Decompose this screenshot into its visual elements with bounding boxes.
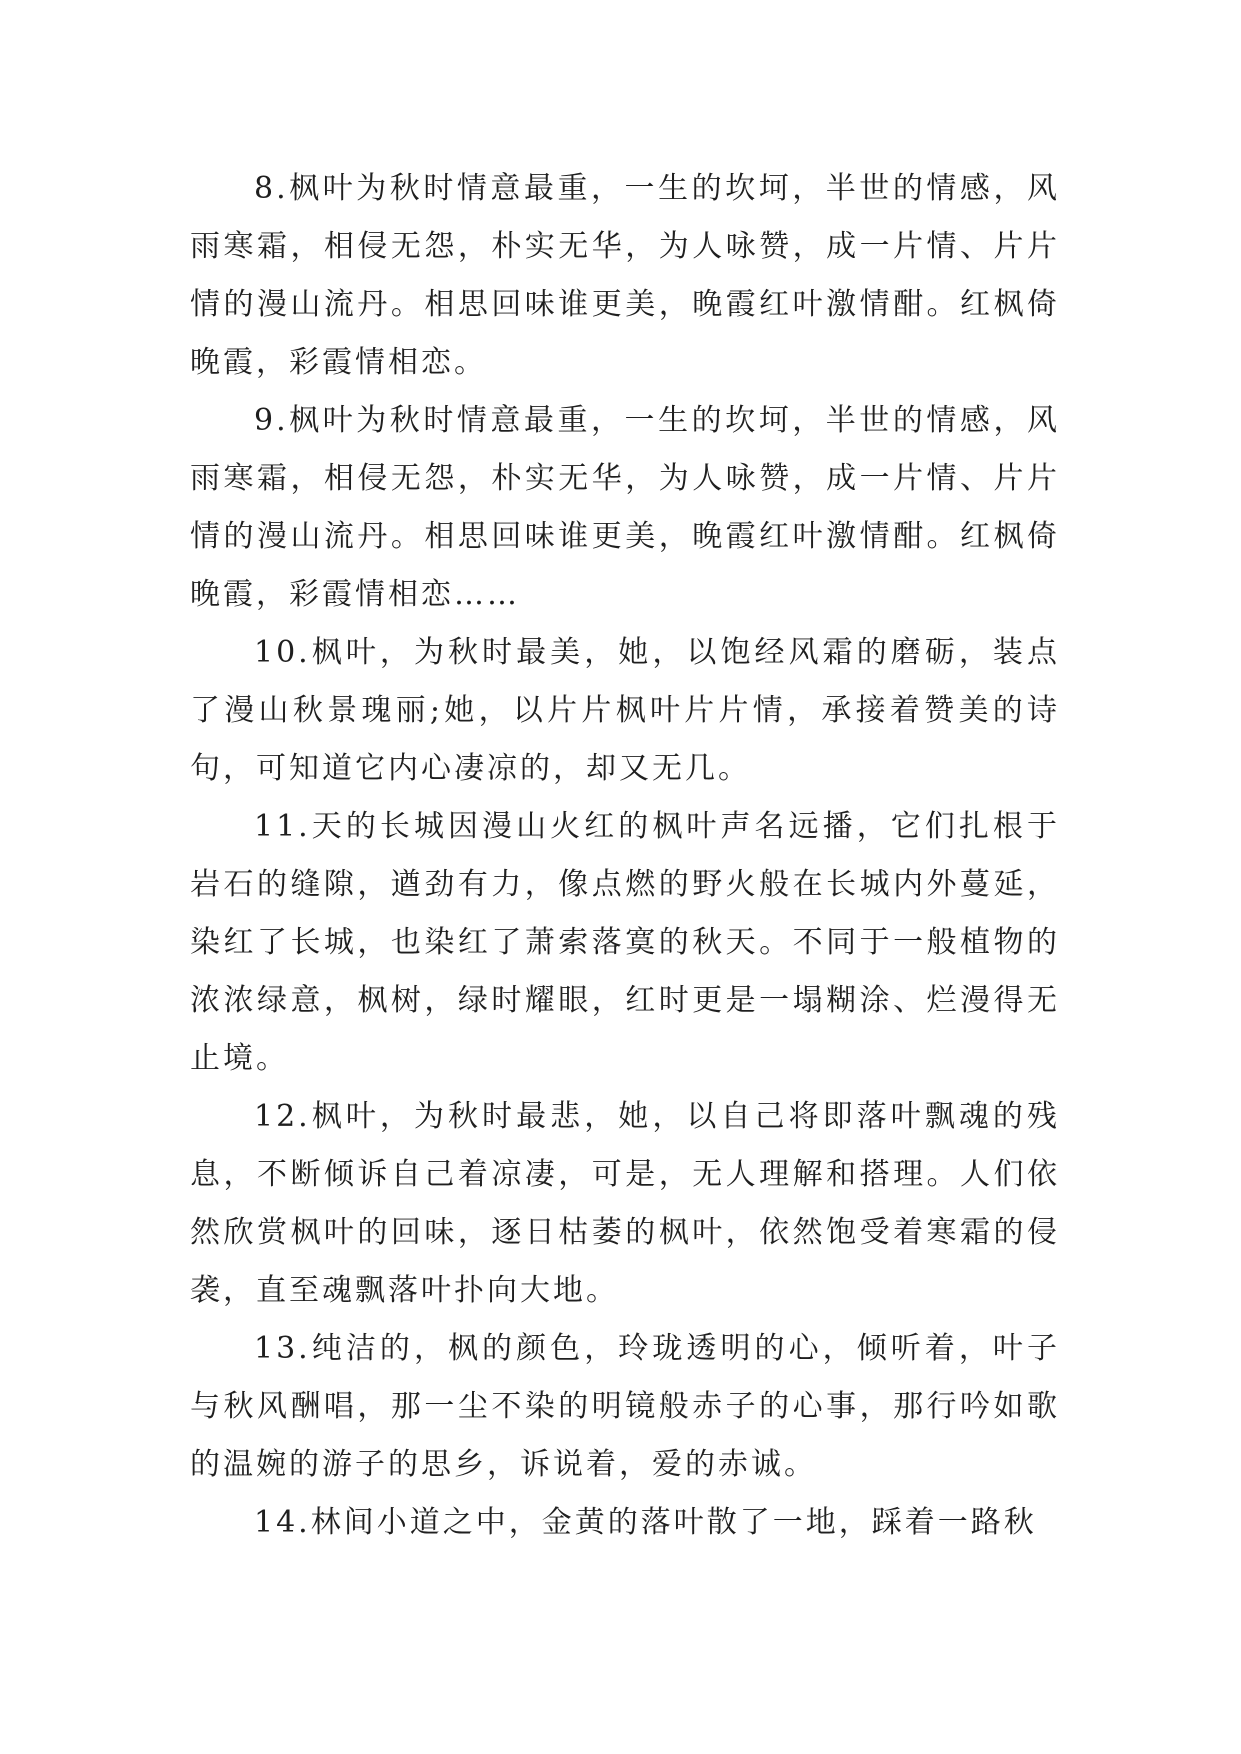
paragraph-11: 11.天的长城因漫山火红的枫叶声名远播，它们扎根于岩石的缝隙，遒劲有力，像点燃的野火般在长城内外蔓延，染红了长城，也染红了萧索落寞的秋天。不同于一般植物的浓浓绿意，枫树，绿时耀眼，红时更是一塌糊涂、烂漫得无止境。: [190, 809, 1060, 1076]
paragraph-14: 14.林间小道之中，金黄的落叶散了一地，踩着一路秋: [254, 1505, 1037, 1540]
paragraph-9: 9.枫叶为秋时情意最重，一生的坎坷，半世的情感，风雨寒霜，相侵无怨，朴实无华，为人咏赞，成一片情、片片情的漫山流丹。相思回味谁更美，晚霞红叶激情酣。红枫倚晚霞，彩霞情相恋……: [190, 403, 1060, 612]
paragraph-12: 12.枫叶，为秋时最悲，她，以自己将即落叶飘魂的残息，不断倾诉自己着凉凄，可是，无人理解和搭理。人们依然欣赏枫叶的回味，逐日枯萎的枫叶，依然饱受着寒霜的侵袭，直至魂飘落叶扑向大地。: [190, 1099, 1060, 1308]
paragraph-13: 13.纯洁的，枫的颜色，玲珑透明的心，倾听着，叶子与秋风酬唱，那一尘不染的明镜般赤子的心事，那行吟如歌的温婉的游子的思乡，诉说着，爱的赤诚。: [190, 1331, 1060, 1482]
paragraph-8: 8.枫叶为秋时情意最重，一生的坎坷，半世的情感，风雨寒霜，相侵无怨，朴实无华，为人咏赞，成一片情、片片情的漫山流丹。相思回味谁更美，晚霞红叶激情酣。红枫倚晚霞，彩霞情相恋。: [190, 171, 1060, 380]
paragraph-10: 10.枫叶，为秋时最美，她，以饱经风霜的磨砺，装点了漫山秋景瑰丽;她，以片片枫叶片片情，承接着赞美的诗句，可知道它内心凄凉的，却又无几。: [190, 635, 1060, 786]
document-body: [190, 160, 1060, 1552]
